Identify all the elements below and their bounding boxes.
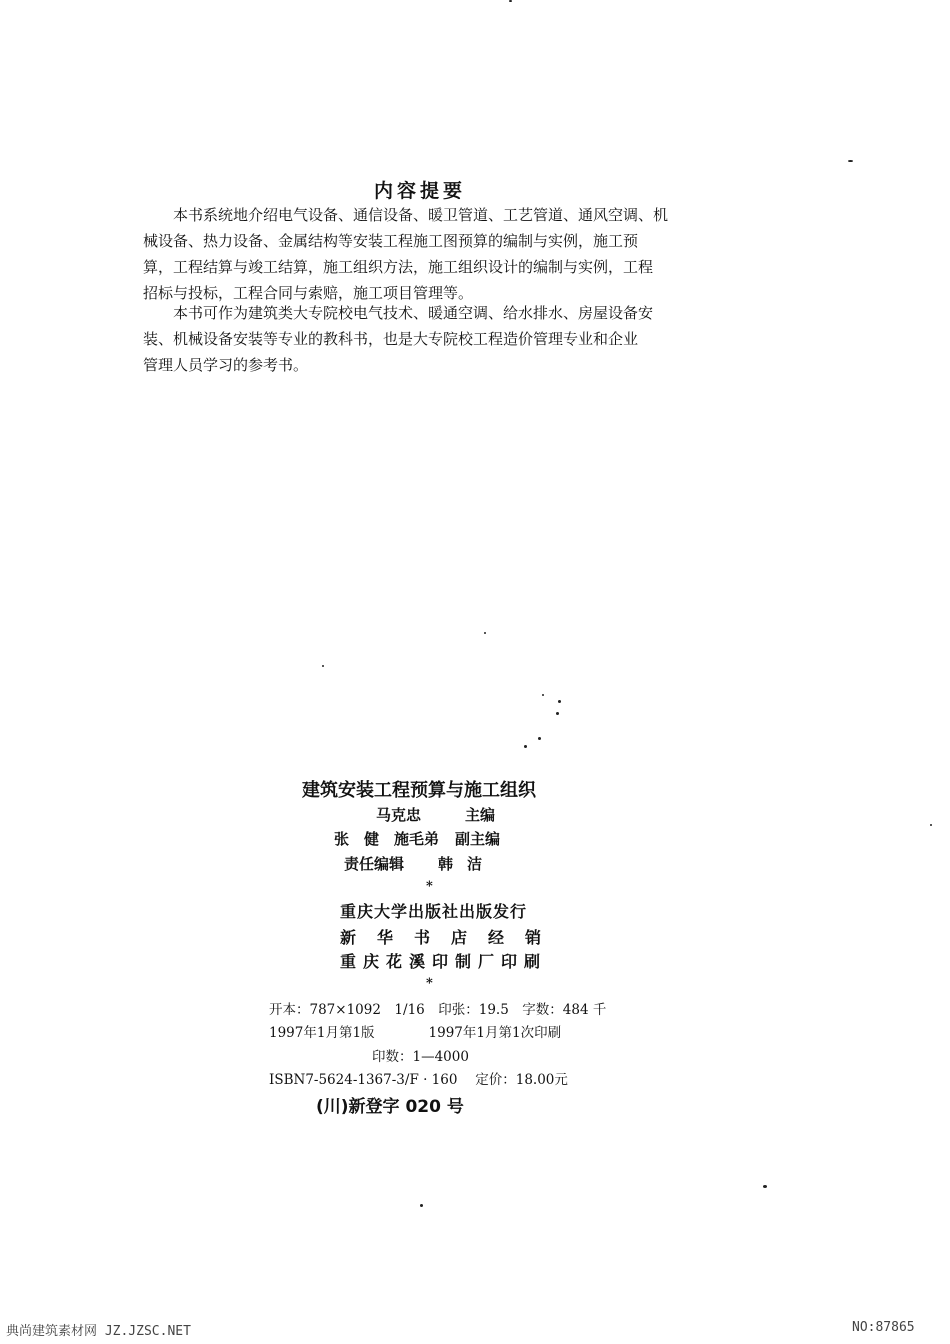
format-spec-line: 开本：787×1092 1/16 印张：19.5 字数：484 千: [269, 1002, 607, 1018]
scan-speck: [542, 694, 544, 696]
printer-line: 重庆花溪印制厂印刷: [340, 952, 548, 971]
responsible-editor-label: 责任编辑: [344, 855, 405, 873]
chief-editor-role: 主编: [465, 806, 496, 824]
scan-speck: [763, 1185, 767, 1188]
registration-number: (川)新登字 020 号: [316, 1097, 464, 1117]
separator-star: *: [426, 976, 433, 991]
print-run-line: 印数：1—4000: [372, 1049, 469, 1065]
summary-p1-line: 算，工程结算与竣工结算，施工组织方法，施工组织设计的编制与实例，工程: [143, 258, 654, 276]
summary-p2-line: 装、机械设备安装等专业的教科书，也是大专院校工程造价管理专业和企业: [143, 330, 639, 348]
summary-p2-line: 管理人员学习的参考书。: [143, 356, 309, 374]
summary-p2-line: 本书可作为建筑类大专院校电气技术、暖通空调、给水排水、房屋设备安: [173, 304, 654, 322]
chief-editor-name: 马克忠: [376, 806, 422, 824]
scan-speck: [322, 665, 324, 667]
scan-speck: [930, 824, 932, 826]
associate-editor-role: 副主编: [455, 830, 501, 848]
isbn-price-line: ISBN7-5624-1367-3/F · 160 定价：18.00元: [269, 1072, 568, 1088]
summary-heading: 内容提要: [373, 180, 466, 202]
summary-paragraph-2: [143, 300, 703, 378]
summary-p1-line: 本书系统地介绍电气设备、通信设备、暖卫管道、工艺管道、通风空调、机: [173, 206, 669, 224]
summary-p1-line: 械设备、热力设备、金属结构等安装工程施工图预算的编制与实例，施工预: [143, 232, 639, 250]
scan-speck: [538, 737, 541, 740]
watermark-right: NO:87865: [852, 1320, 915, 1335]
summary-paragraph-1: [143, 202, 703, 306]
scan-speck: [509, 0, 512, 2]
responsible-editor-line: [344, 853, 496, 874]
scan-speck: [420, 1204, 423, 1207]
scan-speck: [524, 745, 527, 748]
publisher-line: 重庆大学出版社出版发行: [340, 902, 528, 921]
watermark-left: 典尚建筑素材网 JZ.JZSC.NET: [6, 1324, 191, 1339]
edition-line: 1997年1月第1版 1997年1月第1次印刷: [269, 1025, 562, 1041]
scan-speck: [484, 632, 486, 634]
separator-star: *: [426, 879, 433, 894]
colophon-book-title: 建筑安装工程预算与施工组织: [302, 780, 536, 801]
scan-speck: [558, 700, 561, 703]
associate-editor-names: 张 健 施毛弟: [334, 830, 440, 848]
chief-editor-line: [376, 804, 495, 825]
distributor-line: 新华书店经销: [340, 928, 563, 947]
scan-speck: [556, 712, 559, 715]
summary-p1-line: 招标与投标，工程合同与索赔，施工项目管理等。: [143, 284, 474, 302]
responsible-editor-name: 韩洁: [438, 855, 497, 873]
scan-speck: [848, 160, 853, 162]
associate-editors-line: [334, 828, 500, 849]
